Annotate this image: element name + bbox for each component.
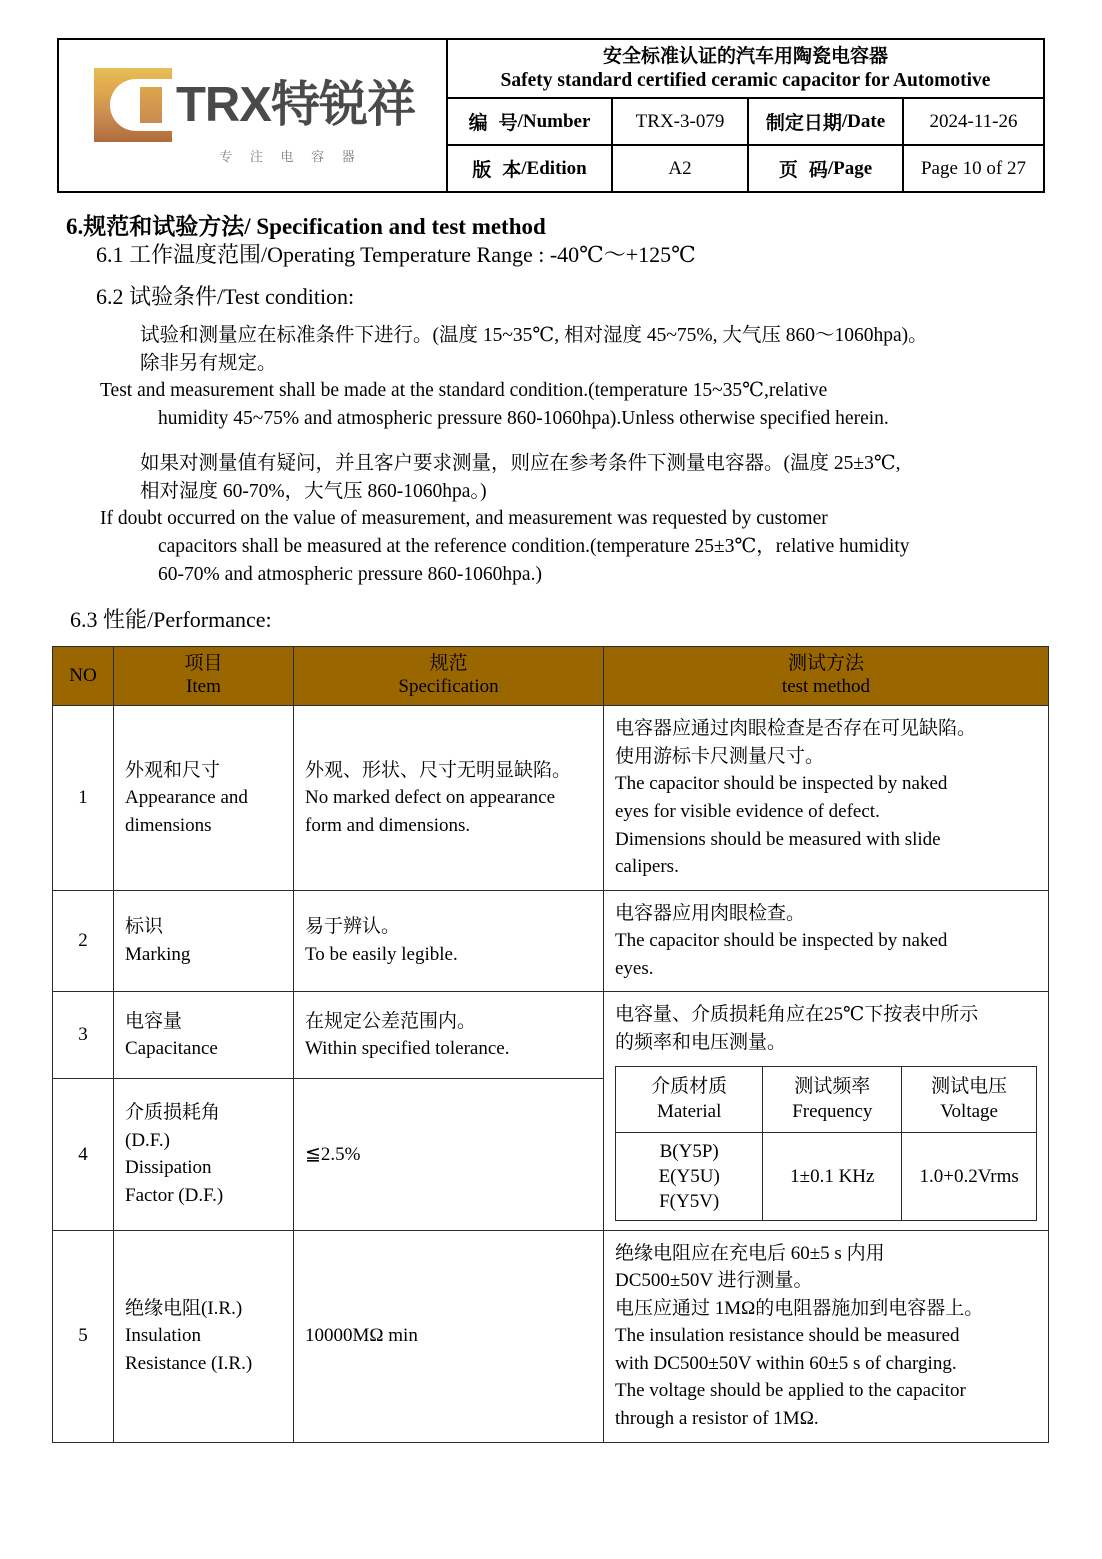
row1-method-line2: 使用游标卡尺测量尺寸。 (615, 745, 825, 767)
para-b-cn-1: 如果对测量值有疑问，并且客户要求测量，则应在参考条件下测量电容器。(温度 25±3℃, (140, 453, 901, 474)
row5-method-line2: DC500±50V 进行测量。 (615, 1270, 813, 1292)
para-b-en-2: capacitors shall be measured at the reference condition.(temperature 25±3℃，relative humidity (158, 536, 910, 558)
row5-method-line7: through a resistor of 1MΩ. (615, 1408, 819, 1430)
measurement-conditions-subtable (615, 1066, 1037, 1220)
row1-spec-line3: form and dimensions. (305, 814, 471, 836)
subsection-6-3: 6.3 性能/Performance: (70, 607, 272, 632)
row1-item (114, 706, 294, 890)
document-title-en: Safety standard certified ceramic capacitor for Automotive (500, 70, 991, 92)
row1-method (604, 706, 1049, 890)
edition-value: A2 (611, 146, 747, 191)
table-row (53, 1230, 1049, 1442)
row5-item (114, 1230, 294, 1442)
row3-method-line2: 的频率和电压测量。 (615, 1031, 787, 1053)
row3-no: 3 (53, 992, 114, 1079)
row3-spec-line2: Within specified tolerance. (305, 1038, 510, 1060)
header-right (448, 40, 1043, 191)
row5-spec-line1: 10000MΩ min (305, 1325, 418, 1347)
logo-brand-text: TRX特锐祥 (175, 77, 415, 132)
col-header-method (604, 647, 1049, 706)
col-header-item (114, 647, 294, 706)
row1-item-line3: dimensions (125, 814, 212, 836)
col-header-no (53, 647, 114, 706)
col-header-no-text: NO (69, 664, 97, 686)
table-row (53, 992, 1049, 1079)
row4-item-line3: Dissipation (125, 1157, 212, 1179)
date-value: 2024-11-26 (902, 99, 1043, 144)
section-heading-6: 6.规范和试验方法/ Specification and test method (66, 214, 546, 239)
para-a-en-2: humidity 45~75% and atmospheric pressure 860-1060hpa).Unless otherwise specified herein. (158, 408, 889, 430)
subtable-material-en: Material (656, 1101, 722, 1123)
row4-no: 4 (53, 1079, 114, 1231)
row3-4-method-merged (604, 992, 1049, 1230)
row3-spec (294, 992, 604, 1079)
subtable-material-cn: 介质材质 (651, 1076, 728, 1098)
para-b-en-3: 60-70% and atmospheric pressure 860-1060hpa.) (158, 563, 542, 585)
logo-tagline: 专 注 电 容 器 (219, 149, 362, 165)
row2-item (114, 890, 294, 992)
row1-method-line5: Dimensions should be measured with slide (615, 828, 941, 850)
row1-spec (294, 706, 604, 890)
page-label: 页 码 /Page (747, 146, 902, 191)
subtable-data-row (616, 1132, 1037, 1220)
row4-item-line1: 介质损耗角 (125, 1102, 221, 1124)
subtable-material-values (616, 1132, 763, 1220)
row2-method-line2: The capacitor should be inspected by naked (615, 930, 948, 952)
subtable-material-b: B(Y5P) (659, 1140, 719, 1162)
row4-item (114, 1079, 294, 1231)
row5-method-line5: with DC500±50V within 60±5 s of charging. (615, 1352, 957, 1374)
row1-method-line6: calipers. (615, 856, 679, 878)
row5-spec (294, 1230, 604, 1442)
edition-label: 版 本 /Edition (472, 157, 587, 182)
subtable-col-material (616, 1067, 763, 1132)
para-a-en-1: Test and measurement shall be made at the standard condition.(temperature 15~35℃,relative (100, 380, 828, 402)
row4-item-line4: Factor (D.F.) (125, 1185, 224, 1207)
para-b-cn-2: 相对湿度 60-70%，大气压 860-1060hpa。) (140, 480, 487, 502)
date-label: 制定日期 /Date (747, 99, 902, 144)
row3-spec-line1: 在规定公差范围内。 (305, 1010, 477, 1032)
page-value: Page 10 of 27 (902, 146, 1043, 191)
col-header-spec-en: Specification (398, 676, 499, 698)
row2-item-line1: 标识 (125, 916, 164, 938)
subtable-voltage-cn: 测试电压 (931, 1076, 1008, 1098)
company-logo (59, 40, 448, 191)
measurement-conditions-subtable-wrap (615, 1066, 1037, 1220)
logo-row (90, 68, 415, 142)
row4-spec-line1: ≦2.5% (305, 1143, 361, 1165)
row5-method-line6: The voltage should be applied to the capacitor (615, 1380, 966, 1402)
subtable-voltage-value: 1.0+0.2Vrms (902, 1132, 1037, 1220)
col-header-method-cn: 测试方法 (787, 653, 864, 674)
row5-method-line1: 绝缘电阻应在充电后 60±5 s 内用 (615, 1242, 885, 1264)
row5-item-line1: 绝缘电阻(I.R.) (125, 1297, 243, 1319)
row2-method-line1: 电容器应用肉眼检查。 (615, 902, 806, 924)
subtable-material-e: E(Y5U) (658, 1165, 720, 1187)
header-row-edition (448, 144, 1043, 191)
row3-item-line2: Capacitance (125, 1038, 218, 1060)
table-row (53, 890, 1049, 992)
subsection-6-1: 6.1 工作温度范围/Operating Temperature Range : -40℃～+125℃ (96, 242, 696, 267)
row4-item-line2: (D.F.) (125, 1129, 170, 1151)
test-condition-paragraph-reference (100, 450, 1050, 588)
row2-no: 2 (53, 890, 114, 992)
subtable-frequency-en: Frequency (792, 1101, 873, 1123)
row2-spec (294, 890, 604, 992)
row3-item-line1: 电容量 (125, 1010, 183, 1032)
row1-method-line1: 电容器应通过肉眼检查是否存在可见缺陷。 (615, 718, 977, 740)
row3-method-line1: 电容量、介质损耗角应在25℃下按表中所示 (615, 1004, 979, 1026)
row2-item-line2: Marking (125, 943, 191, 965)
row2-method-line3: eyes. (615, 957, 654, 979)
row1-no: 1 (53, 706, 114, 890)
row5-method-line3: 电压应通过 1MΩ的电阻器施加到电容器上。 (615, 1297, 984, 1319)
col-header-item-cn: 项目 (184, 653, 223, 674)
col-header-spec-cn: 规范 (429, 653, 468, 674)
row2-spec-line1: 易于辨认。 (305, 916, 401, 938)
subtable-frequency-value: 1±0.1 KHz (763, 1132, 902, 1220)
header-row-number (448, 99, 1043, 144)
subtable-voltage-en: Voltage (940, 1101, 998, 1123)
subtable-frequency-cn: 测试频率 (794, 1076, 871, 1098)
row1-spec-line2: No marked defect on appearance (305, 787, 556, 809)
document-title-cn: 安全标准认证的汽车用陶瓷电容器 (602, 46, 888, 67)
subsection-6-2: 6.2 试验条件/Test condition: (96, 284, 355, 309)
subtable-material-f: F(Y5V) (659, 1190, 720, 1212)
row1-spec-line1: 外观、形状、尺寸无明显缺陷。 (305, 759, 572, 781)
number-label: 编 号 /Number (468, 110, 591, 135)
row5-item-line2: Insulation (125, 1325, 201, 1347)
para-b-en-1: If doubt occurred on the value of measurement, and measurement was requested by customer (100, 508, 828, 530)
row5-no: 5 (53, 1230, 114, 1442)
table-header-row (53, 647, 1049, 706)
performance-table (52, 646, 1049, 1443)
col-header-method-en: test method (781, 676, 871, 698)
row5-method-line4: The insulation resistance should be measured (615, 1325, 960, 1347)
row3-item (114, 992, 294, 1079)
para-a-cn-1: 试验和测量应在标准条件下进行。(温度 15~35℃, 相对湿度 45~75%, 大气压 860～1060hpa)。 (140, 325, 928, 346)
row4-spec (294, 1079, 604, 1231)
table-row (53, 706, 1049, 890)
col-header-item-en: Item (186, 676, 221, 698)
subtable-col-voltage (902, 1067, 1037, 1132)
document-title (448, 40, 1043, 99)
subtable-header-row (616, 1067, 1037, 1132)
trx-c-mark-icon (94, 68, 172, 142)
document-header (57, 38, 1045, 193)
row2-spec-line2: To be easily legible. (305, 943, 458, 965)
row5-item-line3: Resistance (I.R.) (125, 1352, 253, 1374)
row5-method (604, 1230, 1049, 1442)
col-header-spec (294, 647, 604, 706)
row1-item-line1: 外观和尺寸 (125, 759, 221, 781)
row1-method-line4: eyes for visible evidence of defect. (615, 800, 880, 822)
test-condition-paragraph-standard (100, 322, 1050, 433)
subtable-col-frequency (763, 1067, 902, 1132)
number-value: TRX-3-079 (611, 99, 747, 144)
row2-method (604, 890, 1049, 992)
para-a-cn-2: 除非另有规定。 (140, 352, 277, 374)
row1-item-line2: Appearance and (125, 787, 248, 809)
row1-method-line3: The capacitor should be inspected by naked (615, 773, 948, 795)
